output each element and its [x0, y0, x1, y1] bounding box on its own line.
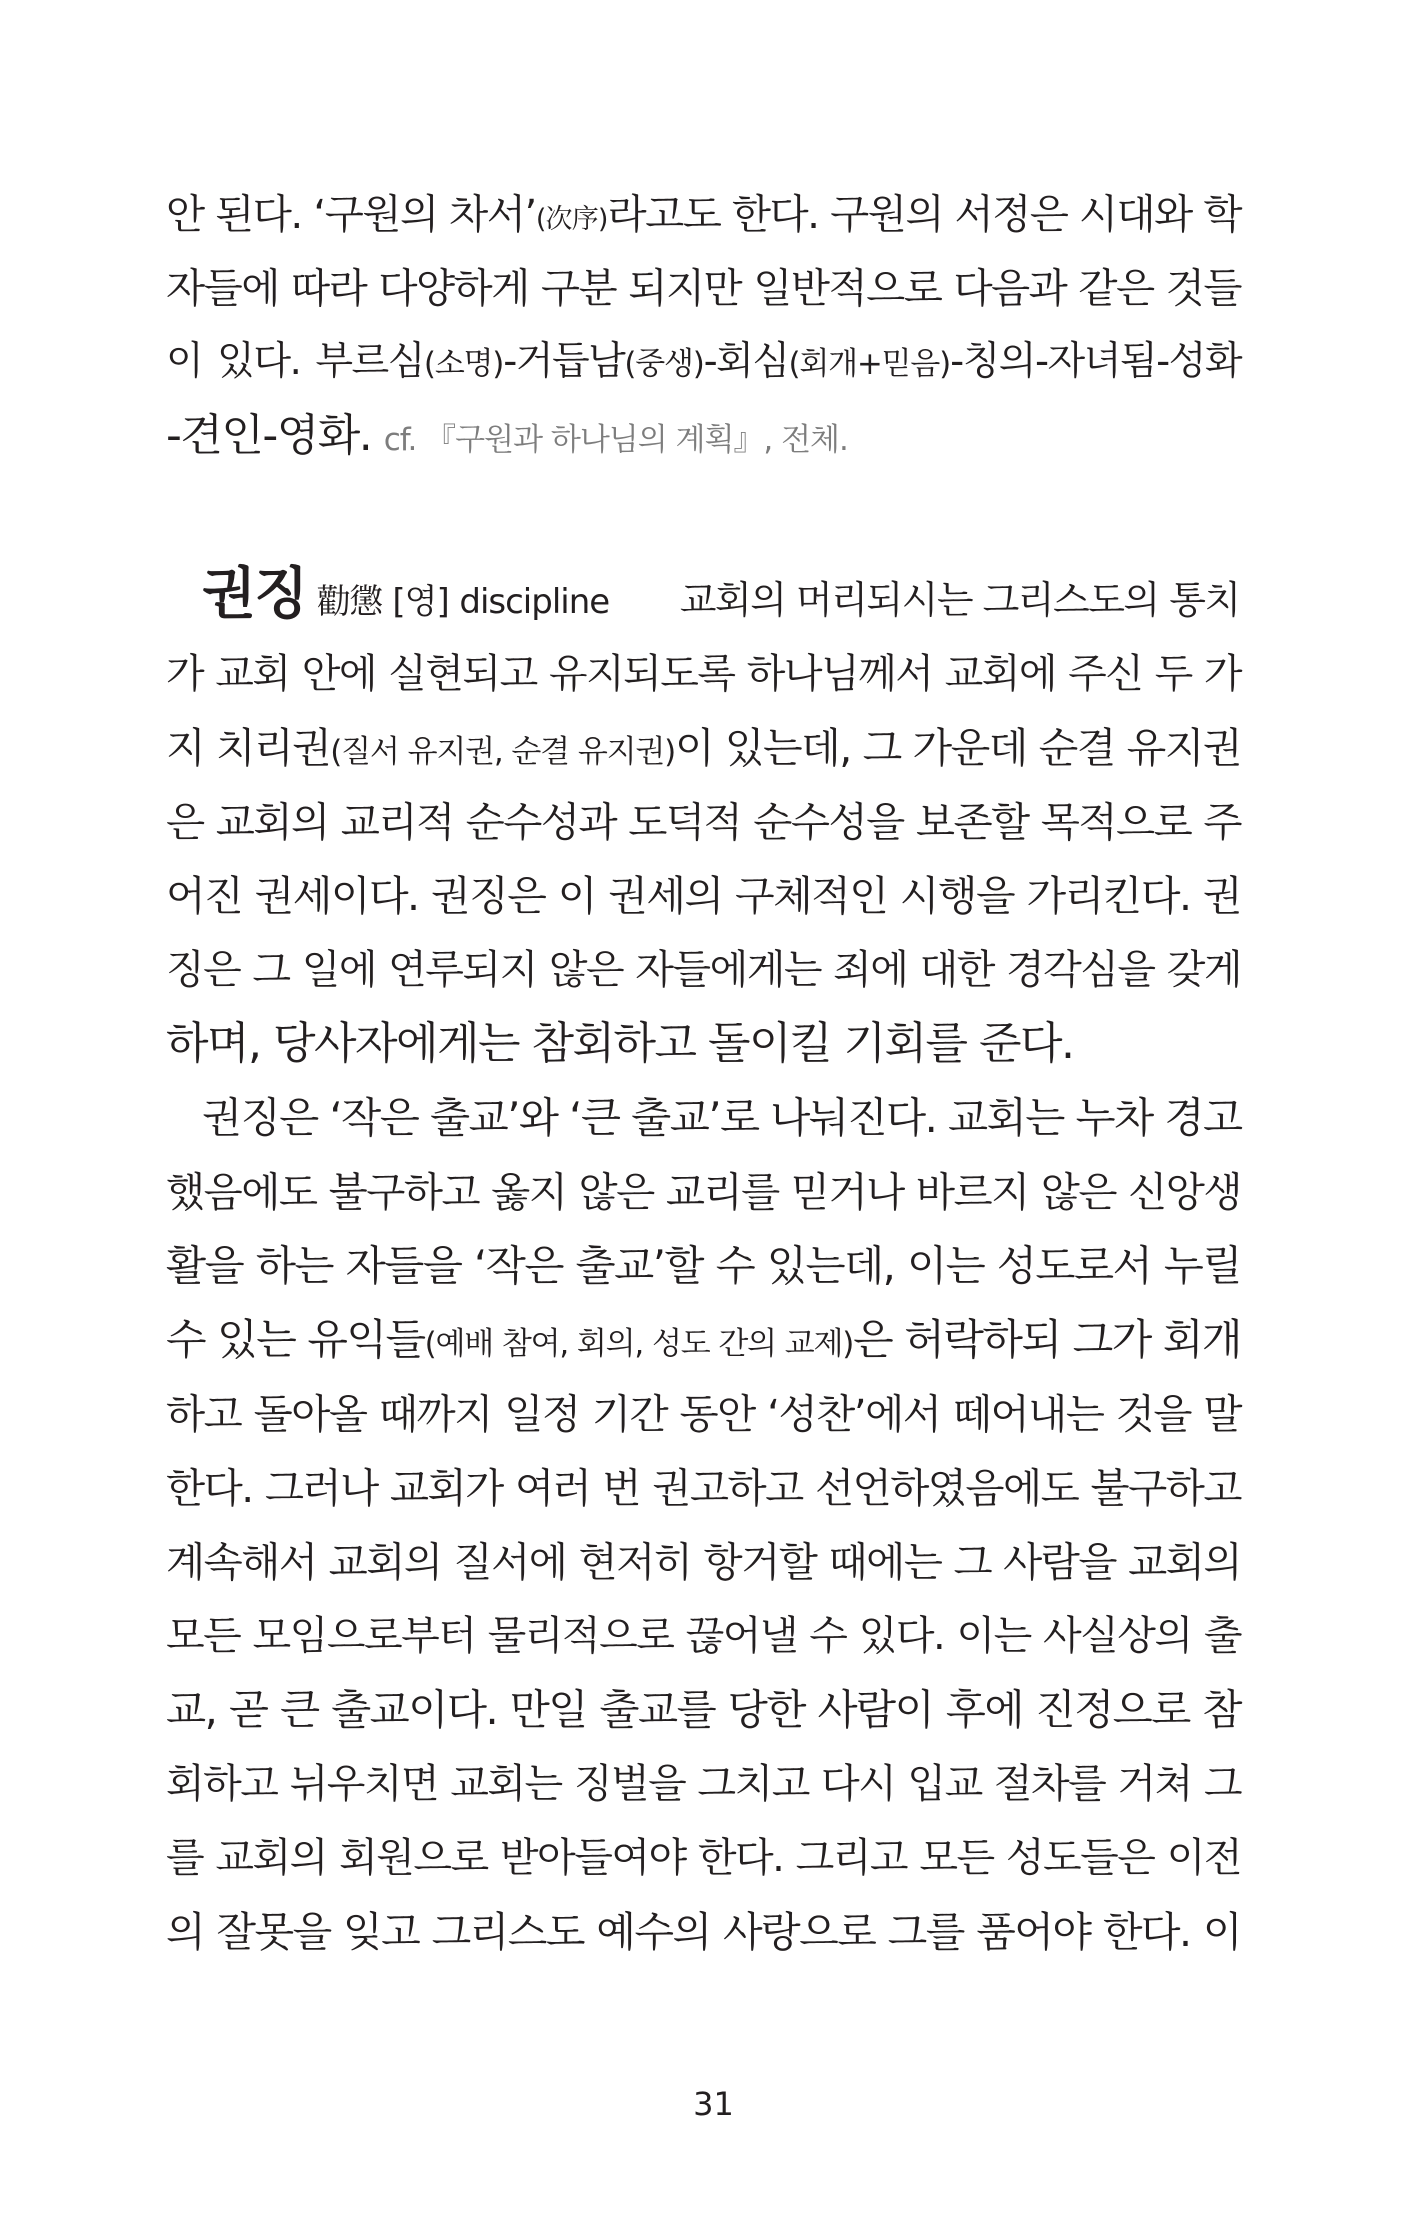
entry-line-3	[166, 718, 1241, 778]
text-segment: 이 있다. 부르심	[166, 339, 424, 384]
entry-lang-tag: [영]	[392, 582, 449, 622]
entry-line-4: 은 교회의 교리적 순수성과 도덕적 순수성을 보존할 목적으로 주	[166, 798, 1241, 846]
intro-line-1	[166, 184, 1241, 244]
text-segment: -칭의-자녀됨-성화	[950, 339, 1241, 384]
para2-line-8: 모든 모임으로부터 물리적으로 끊어낼 수 있다. 이는 사실상의 출	[166, 1613, 1241, 1659]
text-segment: 수 있는 유익들	[166, 1315, 425, 1364]
entry-heading-line	[166, 560, 1241, 630]
page-number: 31	[693, 2085, 734, 2123]
inline-note: (회개+믿음)	[788, 346, 951, 382]
para2-line-6: 한다. 그러나 교회가 여러 번 권고하고 선언하였음에도 불구하고	[166, 1464, 1241, 1512]
entry-english: discipline	[459, 582, 610, 622]
text-segment: -거듭남	[503, 339, 625, 384]
intro-line-4	[166, 406, 1241, 466]
entry-headword: 권징	[202, 562, 307, 627]
entry-line-5: 어진 권세이다. 권징은 이 권세의 구체적인 시행을 가리킨다. 권	[166, 872, 1241, 920]
cross-reference: cf. 『구원과 하나님의 계획』, 전체.	[383, 422, 848, 458]
para2-line-12: 의 잘못을 잊고 그리스도 예수의 사랑으로 그를 품어야 한다. 이	[166, 1908, 1241, 1956]
text-segment: 안 된다. ‘구원의 차서’	[166, 190, 536, 238]
inline-note: (질서 유지권, 순결 유지권)	[330, 734, 675, 770]
para2-line-11: 를 교회의 회원으로 받아들여야 한다. 그리고 모든 성도들은 이전	[166, 1835, 1241, 1881]
text-segment: 이 있는데, 그 가운데 순결 유지권	[674, 724, 1241, 772]
entry-text: 교회의 머리되시는 그리스도의 통치	[679, 578, 1240, 622]
entry-line-7: 하며, 당사자에게는 참회하고 돌이킬 기회를 준다.	[166, 1018, 1074, 1069]
text-segment: -견인-영화.	[166, 410, 372, 461]
entry-line-6: 징은 그 일에 연루되지 않은 자들에게는 죄에 대한 경각심을 갖게	[166, 947, 1241, 993]
para2-line-10: 회하고 뉘우치면 교회는 징벌을 그치고 다시 입교 절차를 거쳐 그	[166, 1761, 1241, 1807]
hanja-note: (次序)	[535, 204, 608, 235]
entry-hanja: 勸懲	[316, 582, 382, 622]
para2-line-9: 교, 곧 큰 출교이다. 만일 출교를 당한 사람이 후에 진정으로 참	[166, 1685, 1241, 1734]
text-segment: 은 허락하되 그가 회개	[853, 1315, 1241, 1364]
inline-note: (소명)	[423, 346, 504, 382]
inline-note: (중생)	[624, 346, 704, 382]
text-segment: -회심	[703, 339, 789, 384]
para2-line-3: 활을 하는 자들을 ‘작은 출교’할 수 있는데, 이는 성도로서 누릴	[166, 1241, 1241, 1290]
intro-line-2: 자들에 따라 다양하게 구분 되지만 일반적으로 다음과 같은 것들	[166, 264, 1241, 312]
para2-line-5: 하고 돌아올 때까지 일정 기간 동안 ‘성찬’에서 떼어내는 것을 말	[166, 1390, 1241, 1438]
para2-line-4	[166, 1310, 1241, 1370]
entry-line-2: 가 교회 안에 실현되고 유지되도록 하나님께서 교회에 주신 두 가	[166, 651, 1241, 697]
para2-line-1: 권징은 ‘작은 출교’와 ‘큰 출교’로 나눠진다. 교회는 누차 경고	[202, 1093, 1242, 1142]
para2-line-2: 했음에도 불구하고 옳지 않은 교리를 믿거나 바르지 않은 신앙생	[166, 1168, 1241, 1216]
text-segment: 지 치리권	[166, 724, 331, 772]
text-segment: 라고도 한다. 구원의 서정은 시대와 학	[607, 190, 1241, 238]
inline-note: (예배 참여, 회의, 성도 간의 교제)	[424, 1326, 854, 1362]
para2-line-7: 계속해서 교회의 질서에 현저히 항거할 때에는 그 사람을 교회의	[166, 1538, 1241, 1586]
intro-line-3	[166, 332, 1241, 392]
